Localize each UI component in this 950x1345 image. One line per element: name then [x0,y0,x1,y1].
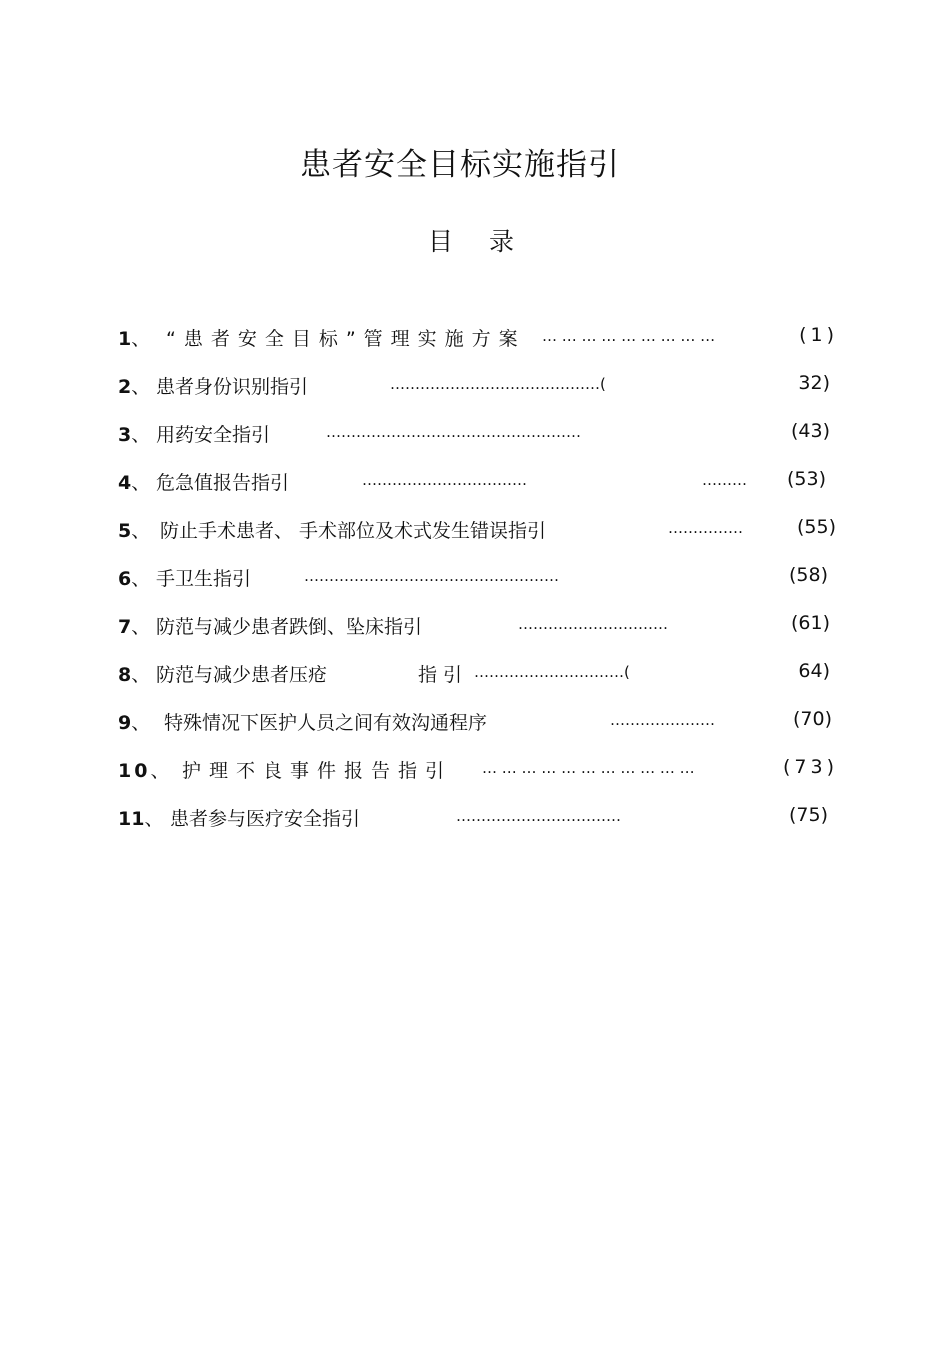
toc-entry-leader: … … … … … … … … … … … [482,759,695,777]
toc-heading [0,222,942,258]
toc-entry-number: 4、 [118,472,151,494]
toc-entry-leader: …………………………………………… [304,567,559,585]
toc-entry-leader: ………………… [610,711,715,729]
toc-entry-3[interactable] [118,414,838,462]
toc-entry-number: 5、 [118,520,151,542]
toc-entry-page: 32) [798,372,830,394]
toc-entry-leader: …………………………… [456,807,621,825]
toc-entry-number: 3、 [118,424,151,446]
toc-entry-leader-2: ……… [702,471,747,489]
toc-entry-1[interactable] [118,318,838,366]
toc-entry-number: 8、 [118,664,151,686]
toc-entry-label: 护理不良事件报告指引 [182,760,453,782]
toc-entry-page: (75) [788,804,828,826]
toc-entry-leader: …………………………………………… [326,423,581,441]
toc-entry-number: 1、 [118,328,151,350]
toc-entry-leader: ……………………………………( [390,375,606,393]
table-of-contents [118,318,838,846]
toc-entry-label: 防止手术患者、 手术部位及术式发生错误指引 [160,520,547,542]
toc-entry-11[interactable] [118,798,838,846]
toc-entry-label-suffix: 指 引 [418,664,463,686]
toc-entry-number: 7、 [118,616,151,638]
toc-entry-7[interactable] [118,606,838,654]
toc-entry-9[interactable] [118,702,838,750]
toc-entry-leader: …………………………… [362,471,527,489]
toc-entry-6[interactable] [118,558,838,606]
toc-entry-page: (1) [799,324,838,346]
toc-entry-label: 患者身份识别指引 [156,376,309,398]
toc-entry-label: 防范与减少患者压疮 [156,664,328,686]
toc-entry-10[interactable] [118,750,838,798]
toc-entry-page: (73) [782,756,838,778]
toc-entry-label: 用药安全指引 [156,424,271,446]
toc-entry-page: (43) [790,420,830,442]
toc-entry-label: 特殊情况下医护人员之间有效沟通程序 [164,712,488,734]
toc-heading-char-2: 录 [489,227,515,256]
toc-entry-label: 患者参与医疗安全指引 [170,808,361,830]
document-title: 患者安全目标实施指引 [300,146,620,183]
toc-entry-number: 2、 [118,376,151,398]
toc-entry-page: (58) [788,564,828,586]
toc-entry-leader: ………………………… [518,615,668,633]
toc-entry-leader: …………………………( [474,663,630,681]
toc-entry-number: 11、 [118,808,164,830]
toc-entry-page: (53) [786,468,826,490]
toc-entry-number: 6、 [118,568,151,590]
toc-entry-page: (55) [796,516,836,538]
toc-entry-label: 防范与减少患者跌倒、坠床指引 [156,616,423,638]
toc-entry-page: (70) [792,708,832,730]
toc-entry-5[interactable] [118,510,838,558]
toc-heading-char-1: 目 [427,227,453,256]
toc-entry-8[interactable] [118,654,838,702]
toc-entry-4[interactable] [118,462,838,510]
toc-entry-2[interactable] [118,366,838,414]
toc-entry-page: 64) [798,660,830,682]
toc-entry-leader: … … … … … … … … … [542,327,716,345]
toc-entry-number: 10、 [118,760,173,782]
toc-entry-page: (61) [790,612,830,634]
toc-entry-leader: …………… [668,519,743,537]
toc-entry-number: 9、 [118,712,151,734]
toc-entry-label: 危急值报告指引 [156,472,290,494]
toc-entry-label: 手卫生指引 [156,568,252,590]
toc-entry-label: “患者安全目标”管理实施方案 [166,328,526,350]
